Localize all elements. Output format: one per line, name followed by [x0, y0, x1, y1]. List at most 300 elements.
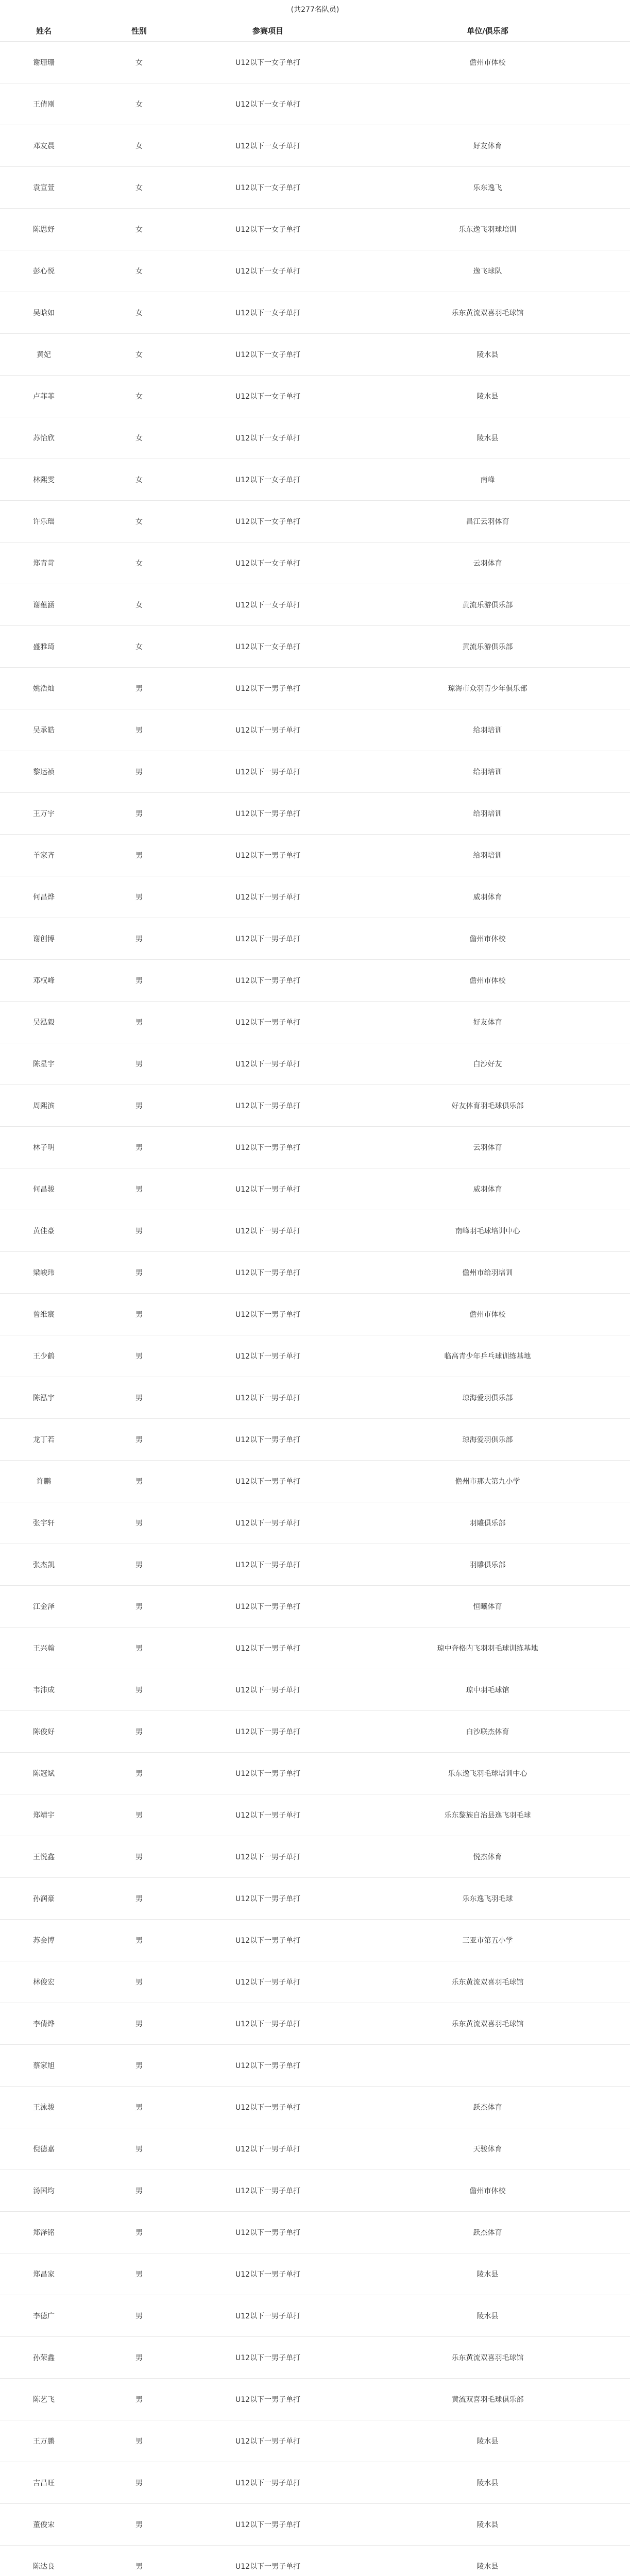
cell-unit: 儋州市体校	[345, 1294, 630, 1335]
cell-unit: 逸飞球队	[345, 250, 630, 292]
cell-name: 林熙雯	[0, 459, 88, 501]
cell-gender: 男	[88, 1168, 191, 1210]
cell-unit: 白沙好友	[345, 1043, 630, 1085]
table-row	[0, 1836, 630, 1878]
cell-gender: 男	[88, 1294, 191, 1335]
cell-name: 陈冠斌	[0, 1753, 88, 1794]
table-row	[0, 376, 630, 417]
cell-gender: 男	[88, 2170, 191, 2212]
cell-name: 林俊宏	[0, 1961, 88, 2003]
header-name: 姓名	[0, 20, 88, 42]
cell-event: U12以下一男子单打	[191, 1335, 345, 1377]
cell-event: U12以下一男子单打	[191, 2045, 345, 2087]
cell-event: U12以下一男子单打	[191, 1168, 345, 1210]
cell-event: U12以下一男子单打	[191, 2212, 345, 2253]
cell-unit: 琼海市众羽青少年俱乐部	[345, 668, 630, 709]
table-row	[0, 2337, 630, 2379]
cell-unit: 给羽培训	[345, 751, 630, 793]
cell-name: 林子明	[0, 1127, 88, 1168]
cell-name: 邓友晨	[0, 125, 88, 167]
table-row	[0, 1461, 630, 1502]
cell-event: U12以下一女子单打	[191, 167, 345, 209]
cell-unit: 乐东黄流双喜羽毛球馆	[345, 2337, 630, 2379]
cell-name: 陈泓宇	[0, 1377, 88, 1419]
cell-name: 李德广	[0, 2295, 88, 2337]
cell-unit: 给羽培训	[345, 709, 630, 751]
cell-event: U12以下一女子单打	[191, 543, 345, 584]
table-row	[0, 1085, 630, 1127]
cell-event: U12以下一女子单打	[191, 292, 345, 334]
participant-count: (共277名队员)	[291, 6, 339, 14]
table-row	[0, 125, 630, 167]
header-unit: 单位/俱乐部	[345, 20, 630, 42]
table-row	[0, 543, 630, 584]
cell-name: 韦沛成	[0, 1669, 88, 1711]
cell-event: U12以下一男子单打	[191, 918, 345, 960]
cell-gender: 女	[88, 376, 191, 417]
cell-event: U12以下一女子单打	[191, 209, 345, 250]
table-row	[0, 167, 630, 209]
cell-gender: 女	[88, 209, 191, 250]
cell-event: U12以下一男子单打	[191, 1794, 345, 1836]
cell-name: 龙丁若	[0, 1419, 88, 1461]
cell-name: 张宇轩	[0, 1502, 88, 1544]
cell-event: U12以下一女子单打	[191, 250, 345, 292]
cell-event: U12以下一男子单打	[191, 876, 345, 918]
cell-unit: 儋州市那大第九小学	[345, 1461, 630, 1502]
cell-event: U12以下一男子单打	[191, 2003, 345, 2045]
table-row	[0, 793, 630, 835]
table-row	[0, 2295, 630, 2337]
cell-unit: 乐东黄流双喜羽毛球馆	[345, 2003, 630, 2045]
cell-name: 李倩烨	[0, 2003, 88, 2045]
cell-event: U12以下一男子单打	[191, 1878, 345, 1920]
cell-gender: 男	[88, 1961, 191, 2003]
cell-gender: 男	[88, 1878, 191, 1920]
cell-gender: 男	[88, 876, 191, 918]
cell-name: 袁宣萱	[0, 167, 88, 209]
cell-name: 姚浩灿	[0, 668, 88, 709]
cell-name: 蔡家旭	[0, 2045, 88, 2087]
cell-name: 许乐瑶	[0, 501, 88, 543]
cell-gender: 女	[88, 42, 191, 83]
cell-gender: 男	[88, 1419, 191, 1461]
cell-gender: 女	[88, 459, 191, 501]
cell-name: 陈俊好	[0, 1711, 88, 1753]
table-row	[0, 1544, 630, 1586]
cell-gender: 男	[88, 1502, 191, 1544]
cell-unit: 跃杰体育	[345, 2087, 630, 2128]
cell-unit: 乐东逸飞	[345, 167, 630, 209]
cell-gender: 男	[88, 751, 191, 793]
cell-name: 吴晗如	[0, 292, 88, 334]
cell-gender: 男	[88, 1461, 191, 1502]
table-row	[0, 2504, 630, 2546]
cell-name: 郑青苛	[0, 543, 88, 584]
cell-event: U12以下一男子单打	[191, 960, 345, 1002]
cell-gender: 男	[88, 2087, 191, 2128]
table-row	[0, 1335, 630, 1377]
cell-event: U12以下一女子单打	[191, 459, 345, 501]
cell-name: 张杰凯	[0, 1544, 88, 1586]
cell-gender: 男	[88, 2379, 191, 2420]
cell-unit: 陵水县	[345, 334, 630, 376]
cell-gender: 男	[88, 2212, 191, 2253]
cell-name: 周熙滨	[0, 1085, 88, 1127]
cell-event: U12以下一男子单打	[191, 1085, 345, 1127]
cell-event: U12以下一男子单打	[191, 1586, 345, 1628]
cell-name: 何昌骏	[0, 1168, 88, 1210]
table-row	[0, 2546, 630, 2576]
cell-event: U12以下一男子单打	[191, 1294, 345, 1335]
cell-gender: 男	[88, 2128, 191, 2170]
cell-gender: 男	[88, 1920, 191, 1961]
cell-event: U12以下一男子单打	[191, 2128, 345, 2170]
table-row	[0, 2170, 630, 2212]
cell-event: U12以下一女子单打	[191, 334, 345, 376]
cell-unit: 儋州市体校	[345, 42, 630, 83]
table-row	[0, 960, 630, 1002]
cell-event: U12以下一男子单打	[191, 2420, 345, 2462]
table-row	[0, 1043, 630, 1085]
cell-event: U12以下一男子单打	[191, 1961, 345, 2003]
table-header-row	[0, 20, 630, 42]
cell-event: U12以下一女子单打	[191, 376, 345, 417]
cell-gender: 男	[88, 1794, 191, 1836]
cell-unit: 琼中奔格内飞羽羽毛球训练基地	[345, 1628, 630, 1669]
cell-unit: 威羽体育	[345, 1168, 630, 1210]
cell-event: U12以下一男子单打	[191, 2504, 345, 2546]
cell-name: 卢菲菲	[0, 376, 88, 417]
table-row	[0, 584, 630, 626]
table-row	[0, 334, 630, 376]
table-row	[0, 918, 630, 960]
cell-gender: 男	[88, 1628, 191, 1669]
cell-name: 谢珊珊	[0, 42, 88, 83]
cell-event: U12以下一男子单打	[191, 751, 345, 793]
cell-event: U12以下一男子单打	[191, 2462, 345, 2504]
cell-name: 王少鹤	[0, 1335, 88, 1377]
cell-gender: 男	[88, 1586, 191, 1628]
table-row	[0, 1920, 630, 1961]
table-row	[0, 2045, 630, 2087]
cell-gender: 男	[88, 1252, 191, 1294]
table-row	[0, 2128, 630, 2170]
table-row	[0, 1210, 630, 1252]
table-row	[0, 2212, 630, 2253]
cell-gender: 男	[88, 1085, 191, 1127]
cell-gender: 男	[88, 2253, 191, 2295]
cell-name: 羊家齐	[0, 835, 88, 876]
table-row	[0, 292, 630, 334]
cell-unit: 好友体育	[345, 1002, 630, 1043]
cell-gender: 男	[88, 2337, 191, 2379]
cell-event: U12以下一男子单打	[191, 1836, 345, 1878]
table-row	[0, 709, 630, 751]
cell-gender: 男	[88, 1377, 191, 1419]
cell-gender: 男	[88, 793, 191, 835]
cell-gender: 男	[88, 1335, 191, 1377]
cell-unit: 云羽体育	[345, 1127, 630, 1168]
cell-name: 陈达良	[0, 2546, 88, 2576]
table-row	[0, 1794, 630, 1836]
cell-unit: 南峰羽毛球培训中心	[345, 1210, 630, 1252]
cell-name: 倪德嘉	[0, 2128, 88, 2170]
table-row	[0, 668, 630, 709]
cell-name: 孙荣鑫	[0, 2337, 88, 2379]
cell-gender: 男	[88, 918, 191, 960]
cell-gender: 男	[88, 1127, 191, 1168]
cell-event: U12以下一男子单打	[191, 2253, 345, 2295]
cell-event: U12以下一女子单打	[191, 584, 345, 626]
cell-event: U12以下一女子单打	[191, 501, 345, 543]
cell-unit: 陵水县	[345, 417, 630, 459]
table-row	[0, 2253, 630, 2295]
cell-event: U12以下一男子单打	[191, 2337, 345, 2379]
cell-event: U12以下一女子单打	[191, 626, 345, 668]
cell-unit: 黄流双喜羽毛球俱乐部	[345, 2379, 630, 2420]
table-row	[0, 42, 630, 83]
table-row	[0, 1669, 630, 1711]
cell-unit: 琼海爱羽俱乐部	[345, 1377, 630, 1419]
cell-unit: 三亚市第五小学	[345, 1920, 630, 1961]
cell-unit: 乐东逸飞羽毛球	[345, 1878, 630, 1920]
cell-gender: 女	[88, 334, 191, 376]
cell-name: 黄佳豪	[0, 1210, 88, 1252]
cell-name: 陈星宇	[0, 1043, 88, 1085]
cell-name: 吴承皓	[0, 709, 88, 751]
cell-unit: 乐东黄流双喜羽毛球馆	[345, 1961, 630, 2003]
cell-name: 苏怡欣	[0, 417, 88, 459]
cell-event: U12以下一女子单打	[191, 125, 345, 167]
table-row	[0, 1711, 630, 1753]
cell-unit: 乐东逸飞羽毛球培训中心	[345, 1753, 630, 1794]
table-row	[0, 501, 630, 543]
cell-event: U12以下一男子单打	[191, 668, 345, 709]
cell-unit: 给羽培训	[345, 835, 630, 876]
cell-unit: 跃杰体育	[345, 2212, 630, 2253]
table-row	[0, 2420, 630, 2462]
cell-gender: 男	[88, 709, 191, 751]
cell-name: 吉昌旺	[0, 2462, 88, 2504]
cell-name: 梁峻玮	[0, 1252, 88, 1294]
cell-unit: 陵水县	[345, 2295, 630, 2337]
cell-event: U12以下一男子单打	[191, 1711, 345, 1753]
cell-unit: 琼海爱羽俱乐部	[345, 1419, 630, 1461]
cell-unit: 临高青少年乒乓球训练基地	[345, 1335, 630, 1377]
table-row	[0, 1252, 630, 1294]
cell-name: 吴泓毅	[0, 1002, 88, 1043]
cell-gender: 女	[88, 543, 191, 584]
cell-event: U12以下一男子单打	[191, 1753, 345, 1794]
cell-event: U12以下一男子单打	[191, 1544, 345, 1586]
cell-name: 曾维宸	[0, 1294, 88, 1335]
cell-unit: 乐东逸飞羽球培训	[345, 209, 630, 250]
cell-event: U12以下一男子单打	[191, 2379, 345, 2420]
cell-gender: 男	[88, 1836, 191, 1878]
cell-gender: 男	[88, 1002, 191, 1043]
table-row	[0, 1419, 630, 1461]
cell-unit: 儋州市体校	[345, 918, 630, 960]
cell-unit: 给羽培训	[345, 793, 630, 835]
cell-unit: 儋州市体校	[345, 960, 630, 1002]
table-row	[0, 2462, 630, 2504]
cell-name: 王万鹏	[0, 2420, 88, 2462]
cell-unit: 陵水县	[345, 2253, 630, 2295]
cell-name: 郑靖宇	[0, 1794, 88, 1836]
table-row	[0, 459, 630, 501]
table-row	[0, 835, 630, 876]
cell-name: 王兴翰	[0, 1628, 88, 1669]
cell-unit: 儋州市体校	[345, 2170, 630, 2212]
table-row	[0, 1586, 630, 1628]
table-row	[0, 1294, 630, 1335]
table-row	[0, 1168, 630, 1210]
cell-event: U12以下一男子单打	[191, 1419, 345, 1461]
cell-event: U12以下一男子单打	[191, 835, 345, 876]
cell-unit: 云羽体育	[345, 543, 630, 584]
cell-name: 许鹏	[0, 1461, 88, 1502]
cell-unit: 天骏体育	[345, 2128, 630, 2170]
cell-unit: 陵水县	[345, 2462, 630, 2504]
table-row	[0, 2087, 630, 2128]
cell-name: 黄妃	[0, 334, 88, 376]
cell-event: U12以下一男子单打	[191, 1043, 345, 1085]
cell-name: 谢蕴涵	[0, 584, 88, 626]
cell-name: 郑泽铭	[0, 2212, 88, 2253]
cell-name: 陈思妤	[0, 209, 88, 250]
cell-gender: 男	[88, 1544, 191, 1586]
cell-name: 郑昌家	[0, 2253, 88, 2295]
cell-name: 苏会博	[0, 1920, 88, 1961]
cell-unit: 乐东黄流双喜羽毛球馆	[345, 292, 630, 334]
cell-event: U12以下一男子单打	[191, 2546, 345, 2576]
cell-name: 黎运祯	[0, 751, 88, 793]
cell-unit: 乐东黎族自治县逸飞羽毛球	[345, 1794, 630, 1836]
cell-unit: 陵水县	[345, 2420, 630, 2462]
cell-unit	[345, 83, 630, 125]
cell-event: U12以下一男子单打	[191, 2087, 345, 2128]
table-row	[0, 876, 630, 918]
cell-event: U12以下一男子单打	[191, 1377, 345, 1419]
table-row	[0, 1878, 630, 1920]
cell-event: U12以下一女子单打	[191, 417, 345, 459]
cell-unit: 悦杰体育	[345, 1836, 630, 1878]
cell-gender: 男	[88, 1210, 191, 1252]
cell-gender: 男	[88, 2504, 191, 2546]
cell-unit: 白沙联杰体育	[345, 1711, 630, 1753]
table-row	[0, 1002, 630, 1043]
cell-name: 陈艺飞	[0, 2379, 88, 2420]
cell-gender: 男	[88, 2546, 191, 2576]
cell-event: U12以下一女子单打	[191, 42, 345, 83]
cell-unit: 黄流乐游俱乐部	[345, 626, 630, 668]
cell-unit: 羽雕俱乐部	[345, 1502, 630, 1544]
cell-unit: 黄流乐游俱乐部	[345, 584, 630, 626]
cell-name: 王泳骏	[0, 2087, 88, 2128]
cell-gender: 女	[88, 584, 191, 626]
table-row	[0, 751, 630, 793]
cell-name: 江金泽	[0, 1586, 88, 1628]
cell-unit: 好友体育	[345, 125, 630, 167]
table-row	[0, 1628, 630, 1669]
cell-event: U12以下一男子单打	[191, 1628, 345, 1669]
cell-gender: 女	[88, 250, 191, 292]
cell-event: U12以下一男子单打	[191, 1252, 345, 1294]
cell-event: U12以下一男子单打	[191, 1669, 345, 1711]
cell-unit: 陵水县	[345, 376, 630, 417]
table-row	[0, 626, 630, 668]
cell-gender: 男	[88, 2003, 191, 2045]
cell-name: 邓权峰	[0, 960, 88, 1002]
cell-name: 孙润豪	[0, 1878, 88, 1920]
table-row	[0, 1127, 630, 1168]
table-row	[0, 1961, 630, 2003]
cell-gender: 男	[88, 2045, 191, 2087]
cell-event: U12以下一男子单打	[191, 2170, 345, 2212]
cell-event: U12以下一男子单打	[191, 709, 345, 751]
cell-unit	[345, 2045, 630, 2087]
cell-name: 谢创博	[0, 918, 88, 960]
cell-name: 盛雅琦	[0, 626, 88, 668]
table-row	[0, 83, 630, 125]
table-body	[0, 42, 630, 2576]
table-row	[0, 1753, 630, 1794]
cell-name: 彭心悦	[0, 250, 88, 292]
cell-unit: 好友体育羽毛球俱乐部	[345, 1085, 630, 1127]
cell-event: U12以下一男子单打	[191, 1502, 345, 1544]
cell-gender: 男	[88, 1669, 191, 1711]
cell-gender: 男	[88, 2462, 191, 2504]
cell-gender: 女	[88, 125, 191, 167]
cell-event: U12以下一男子单打	[191, 1002, 345, 1043]
header-event: 参赛项目	[191, 20, 345, 42]
table-row	[0, 2003, 630, 2045]
cell-gender: 男	[88, 1753, 191, 1794]
cell-name: 何昌烨	[0, 876, 88, 918]
table-row	[0, 1502, 630, 1544]
cell-gender: 男	[88, 1043, 191, 1085]
cell-event: U12以下一男子单打	[191, 1461, 345, 1502]
cell-event: U12以下一男子单打	[191, 793, 345, 835]
cell-unit: 陵水县	[345, 2504, 630, 2546]
cell-gender: 男	[88, 2295, 191, 2337]
cell-unit: 威羽体育	[345, 876, 630, 918]
table-row	[0, 1377, 630, 1419]
cell-gender: 女	[88, 417, 191, 459]
cell-gender: 女	[88, 626, 191, 668]
table-row	[0, 250, 630, 292]
cell-unit: 羽雕俱乐部	[345, 1544, 630, 1586]
cell-name: 王悦鑫	[0, 1836, 88, 1878]
cell-gender: 男	[88, 1711, 191, 1753]
participant-table	[0, 20, 630, 2576]
table-row	[0, 209, 630, 250]
cell-unit: 恒曦体育	[345, 1586, 630, 1628]
cell-name: 王倩刚	[0, 83, 88, 125]
cell-unit: 南峰	[345, 459, 630, 501]
cell-gender: 女	[88, 167, 191, 209]
table-row	[0, 2379, 630, 2420]
cell-gender: 女	[88, 83, 191, 125]
cell-unit: 琼中羽毛球馆	[345, 1669, 630, 1711]
cell-unit: 陵水县	[345, 2546, 630, 2576]
cell-gender: 男	[88, 835, 191, 876]
cell-gender: 女	[88, 292, 191, 334]
cell-event: U12以下一男子单打	[191, 2295, 345, 2337]
cell-event: U12以下一女子单打	[191, 83, 345, 125]
cell-gender: 男	[88, 2420, 191, 2462]
